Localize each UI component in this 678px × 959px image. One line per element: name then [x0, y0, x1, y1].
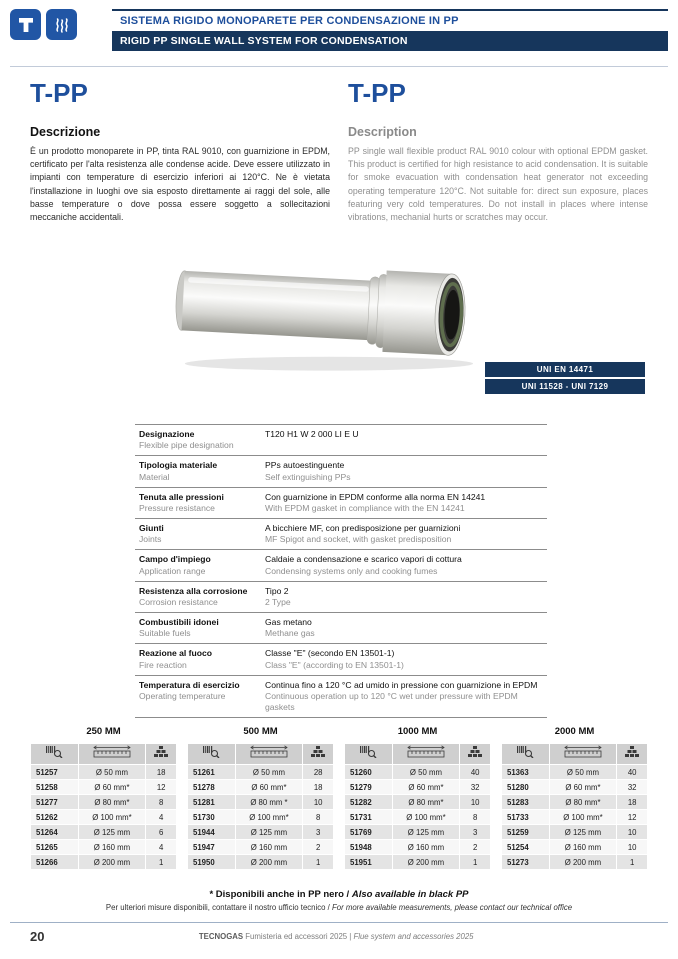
spec-label-en: Material — [139, 471, 170, 482]
spec-value — [265, 523, 547, 545]
size-table-1000mm — [344, 726, 491, 870]
article-pack-qty: 1 — [146, 855, 176, 869]
article-pack-qty: 8 — [303, 810, 333, 824]
page-footer — [10, 922, 668, 944]
article-pack-qty: 8 — [460, 810, 490, 824]
footnote2-en: For more available measurements, please contact our technical office — [331, 903, 573, 912]
tecnogas-logo-icon — [10, 9, 41, 40]
length-ruler-icon — [550, 744, 617, 764]
footer-text-it: Fumisteria ed accessori 2025 — [243, 932, 350, 941]
article-pack-qty: 1 — [303, 855, 333, 869]
size-row — [31, 840, 176, 854]
spec-value-it: A bicchiere MF, con predisposizione per guarnizioni — [265, 523, 461, 534]
brand-logos — [10, 9, 77, 40]
spec-row — [135, 613, 547, 644]
article-code: 51258 — [31, 780, 78, 794]
article-code: 51261 — [188, 765, 235, 779]
spec-value-it: Classe "E" (secondo EN 13501-1) — [265, 648, 395, 659]
size-table-500mm — [187, 726, 334, 870]
size-row — [502, 780, 647, 794]
spec-value — [265, 554, 547, 576]
footnote1-separator: / — [343, 889, 352, 900]
code-search-icon — [345, 744, 392, 764]
article-code: 51260 — [345, 765, 392, 779]
article-diameter: Ø 60 mm* — [393, 780, 460, 794]
length-ruler-icon — [79, 744, 146, 764]
size-row — [345, 795, 490, 809]
spec-label-en: Joints — [139, 534, 162, 545]
article-code: 51280 — [502, 780, 549, 794]
spec-value-en: Methane gas — [265, 628, 315, 639]
spec-label-it: Reazione al fuoco — [139, 648, 213, 659]
badge-uni-11528-7129: UNI 11528 - UNI 7129 — [485, 379, 645, 394]
size-table-title: 500 MM — [243, 726, 278, 737]
spec-label-it: Giunti — [139, 523, 164, 534]
article-pack-qty: 12 — [146, 780, 176, 794]
article-code: 51259 — [502, 825, 549, 839]
spec-label-en: Operating temperature — [139, 690, 226, 701]
size-row — [31, 810, 176, 824]
size-row — [502, 765, 647, 779]
article-diameter: Ø 125 mm — [79, 825, 146, 839]
article-pack-qty: 3 — [460, 825, 490, 839]
size-row — [188, 855, 333, 869]
footnote2-it: Per ulteriori misure disponibili, contattare il nostro ufficio tecnico — [105, 903, 326, 912]
product-name-en: T-PP — [348, 78, 406, 108]
size-row — [345, 780, 490, 794]
size-row — [345, 825, 490, 839]
spec-label — [139, 554, 265, 576]
article-pack-qty: 1 — [460, 855, 490, 869]
header-title-italian: SISTEMA RIGIDO MONOPARETE PER CONDENSAZIONE IN PP — [120, 15, 459, 27]
article-code: 51733 — [502, 810, 549, 824]
spec-value-it: Caldaie a condensazione e scarico vapori di cottura — [265, 554, 462, 565]
spec-label — [139, 523, 265, 545]
size-row — [188, 765, 333, 779]
article-code: 51266 — [31, 855, 78, 869]
article-code: 51262 — [31, 810, 78, 824]
spec-value — [265, 617, 547, 639]
article-code: 51278 — [188, 780, 235, 794]
size-row — [345, 840, 490, 854]
article-code: 51282 — [345, 795, 392, 809]
article-diameter: Ø 100 mm* — [550, 810, 617, 824]
article-diameter: Ø 125 mm — [236, 825, 303, 839]
length-ruler-icon — [393, 744, 460, 764]
footer-text-en: Flue system and accessories 2025 — [351, 932, 474, 941]
article-pack-qty: 10 — [617, 825, 647, 839]
article-code: 51281 — [188, 795, 235, 809]
pack-quantity-icon — [460, 744, 490, 764]
size-row — [345, 855, 490, 869]
article-pack-qty: 1 — [617, 855, 647, 869]
article-pack-qty: 4 — [146, 810, 176, 824]
description-text-en: PP single wall flexible product RAL 9010 colour with optional EPDM gasket. This product is certified for high resistance to acid condensation. It is suitable for smoke evacuation with condensation heat generator not exceeding operating temperature 120°C. Not suitable for: direct sun exposure, places featuring very cold temperatures. Do not install in places where intense vibrations, mechanial hurts or scratches may occur. — [348, 146, 648, 222]
description-text-it: È un prodotto monoparete in PP, tinta RAL 9010, con guarnizione in EPDM, certificato per l'alta resistenza alle condense acide. Deve essere utilizzato in impianti con temperature di esercizio inferiori ai 120°C. Ne è vietata l'installazione in luoghi ove sia esposto direttamente ai raggi del sole, alle basse temperature o dove possa essere soggetto a sollecitazioni meccaniche accidentali. — [30, 146, 330, 222]
spec-table — [135, 424, 547, 718]
code-search-icon — [502, 744, 549, 764]
article-diameter: Ø 60 mm* — [79, 780, 146, 794]
article-pack-qty: 12 — [617, 810, 647, 824]
article-diameter: Ø 80 mm * — [236, 795, 303, 809]
article-code: 51254 — [502, 840, 549, 854]
pack-quantity-icon — [146, 744, 176, 764]
size-row — [188, 810, 333, 824]
article-code: 51273 — [502, 855, 549, 869]
badge-uni-en-14471: UNI EN 14471 — [485, 362, 645, 377]
article-pack-qty: 18 — [146, 765, 176, 779]
spec-label-en: Application range — [139, 565, 206, 576]
article-code: 51947 — [188, 840, 235, 854]
article-diameter: Ø 125 mm — [393, 825, 460, 839]
size-row — [31, 795, 176, 809]
size-table-title: 1000 MM — [397, 726, 438, 737]
spec-label — [139, 617, 265, 639]
size-table-title: 2000 MM — [554, 726, 595, 737]
footer-separator: | — [349, 932, 352, 941]
footnote-technical-office — [0, 903, 678, 912]
spec-value-it: T120 H1 W 2 000 LI E U — [265, 429, 359, 439]
article-pack-qty: 28 — [303, 765, 333, 779]
size-row — [31, 765, 176, 779]
size-row — [188, 825, 333, 839]
size-row — [502, 840, 647, 854]
spec-row — [135, 644, 547, 675]
spec-label-en: Pressure resistance — [139, 502, 215, 513]
size-row — [31, 825, 176, 839]
italian-column — [30, 78, 330, 224]
article-pack-qty: 40 — [617, 765, 647, 779]
spec-label — [139, 460, 265, 482]
article-pack-qty: 32 — [460, 780, 490, 794]
spec-row — [135, 425, 547, 456]
spec-value — [265, 492, 547, 514]
article-code: 51950 — [188, 855, 235, 869]
spec-value-it: Tipo 2 — [265, 585, 289, 596]
spec-value-it: PPs autoestinguente — [265, 460, 345, 471]
size-row — [31, 855, 176, 869]
article-diameter: Ø 50 mm — [236, 765, 303, 779]
size-table-250mm — [30, 726, 177, 870]
article-code: 51769 — [345, 825, 392, 839]
article-pack-qty: 2 — [460, 840, 490, 854]
flue-smoke-icon — [46, 9, 77, 40]
article-diameter: Ø 100 mm* — [393, 810, 460, 824]
spec-label-it: Combustibili idonei — [139, 617, 219, 628]
pack-quantity-icon — [617, 744, 647, 764]
size-row — [188, 840, 333, 854]
page-number: 20 — [30, 929, 45, 944]
footnotes — [0, 889, 678, 912]
article-pack-qty: 4 — [146, 840, 176, 854]
code-search-icon — [31, 744, 78, 764]
article-code: 51264 — [31, 825, 78, 839]
article-pack-qty: 10 — [460, 795, 490, 809]
spec-label — [139, 429, 265, 451]
article-code: 51948 — [345, 840, 392, 854]
spec-value — [265, 680, 547, 714]
size-row — [345, 810, 490, 824]
footer-text — [44, 932, 628, 941]
article-diameter: Ø 50 mm — [550, 765, 617, 779]
header-title-english: RIGID PP SINGLE WALL SYSTEM FOR CONDENSATION — [112, 31, 668, 51]
spec-label-it: Tipologia materiale — [139, 460, 218, 471]
article-diameter: Ø 60 mm* — [236, 780, 303, 794]
article-diameter: Ø 200 mm — [236, 855, 303, 869]
certification-badges — [485, 362, 645, 394]
description-heading-it: Descrizione — [30, 125, 101, 139]
spec-label-en: Suitable fuels — [139, 628, 191, 639]
size-table-title: 250 MM — [86, 726, 121, 737]
spec-label — [139, 586, 265, 608]
article-pack-qty: 40 — [460, 765, 490, 779]
spec-value — [265, 586, 547, 608]
article-diameter: Ø 60 mm* — [550, 780, 617, 794]
article-pack-qty: 8 — [146, 795, 176, 809]
spec-row — [135, 519, 547, 550]
spec-value — [265, 648, 547, 670]
spec-value-en: Continuous operation up to 120 °C wet under pressure with EPDM gaskets — [265, 690, 518, 713]
spec-value-en: Condensing systems only and cooking fumes — [265, 565, 438, 576]
article-pack-qty: 10 — [617, 840, 647, 854]
size-row — [502, 825, 647, 839]
article-pack-qty: 3 — [303, 825, 333, 839]
spec-value-it: Gas metano — [265, 617, 312, 628]
spec-label — [139, 648, 265, 670]
spec-label-en: Flexible pipe designation — [139, 440, 234, 451]
spec-value — [265, 460, 547, 482]
length-ruler-icon — [236, 744, 303, 764]
spec-label-it: Resistenza alla corrosione — [139, 585, 248, 596]
spec-row — [135, 582, 547, 613]
article-diameter: Ø 160 mm — [393, 840, 460, 854]
article-code: 51731 — [345, 810, 392, 824]
article-diameter: Ø 160 mm — [79, 840, 146, 854]
article-code: 51279 — [345, 780, 392, 794]
page-header — [112, 9, 668, 51]
footer-brand: TECNOGAS — [198, 932, 244, 941]
article-diameter: Ø 100 mm* — [79, 810, 146, 824]
size-row — [188, 795, 333, 809]
description-columns — [30, 78, 648, 224]
header-divider — [10, 66, 668, 67]
spec-row — [135, 550, 547, 581]
code-search-icon — [188, 744, 235, 764]
footnote1-it: * Disponibili anche in PP nero — [209, 889, 344, 900]
footnote-black-pp — [0, 889, 678, 900]
article-diameter: Ø 80 mm* — [550, 795, 617, 809]
article-code: 51283 — [502, 795, 549, 809]
spec-label-it: Campo d'impiego — [139, 554, 211, 565]
spec-label-en: Corrosion resistance — [139, 596, 218, 607]
size-row — [345, 765, 490, 779]
spec-value-en: With EPDM gasket in compliance with the EN 14241 — [265, 502, 465, 513]
spec-label-en: Fire reaction — [139, 659, 187, 670]
spec-label — [139, 492, 265, 514]
description-heading-en: Description — [348, 125, 417, 139]
article-code: 51265 — [31, 840, 78, 854]
size-row — [502, 795, 647, 809]
size-table-2000mm — [501, 726, 648, 870]
article-code: 51277 — [31, 795, 78, 809]
article-diameter: Ø 200 mm — [393, 855, 460, 869]
article-diameter: Ø 100 mm* — [236, 810, 303, 824]
spec-value-en: Class "E" (according to EN 13501-1) — [265, 659, 404, 670]
article-diameter: Ø 200 mm — [550, 855, 617, 869]
article-code: 51363 — [502, 765, 549, 779]
article-pack-qty: 2 — [303, 840, 333, 854]
spec-label-it: Designazione — [139, 429, 195, 439]
size-row — [502, 810, 647, 824]
size-row — [502, 855, 647, 869]
spec-value-it: Continua fino a 120 °C ad umido in pressione con guarnizione in EPDM — [265, 679, 538, 690]
spec-value-en: Self extinguishing PPs — [265, 471, 351, 482]
article-diameter: Ø 80 mm* — [393, 795, 460, 809]
article-pack-qty: 6 — [146, 825, 176, 839]
spec-label-it: Tenuta alle pressioni — [139, 491, 224, 502]
spec-value-en: MF Spigot and socket, with gasket predisposition — [265, 534, 452, 545]
pack-quantity-icon — [303, 744, 333, 764]
article-diameter: Ø 80 mm* — [79, 795, 146, 809]
article-pack-qty: 18 — [303, 780, 333, 794]
size-tables — [30, 726, 648, 870]
spec-row — [135, 488, 547, 519]
footnote2-separator: / — [325, 903, 332, 912]
spec-label — [139, 680, 265, 714]
spec-row — [135, 456, 547, 487]
size-row — [31, 780, 176, 794]
article-pack-qty: 18 — [617, 795, 647, 809]
article-code: 51257 — [31, 765, 78, 779]
article-code: 51951 — [345, 855, 392, 869]
article-diameter: Ø 50 mm — [79, 765, 146, 779]
article-code: 51944 — [188, 825, 235, 839]
spec-value — [265, 429, 547, 451]
pipe-product-image — [165, 238, 483, 378]
article-pack-qty: 32 — [617, 780, 647, 794]
article-diameter: Ø 160 mm — [550, 840, 617, 854]
article-diameter: Ø 160 mm — [236, 840, 303, 854]
article-diameter: Ø 200 mm — [79, 855, 146, 869]
spec-label-it: Temperatura di esercizio — [139, 679, 240, 690]
product-name-it: T-PP — [30, 78, 88, 108]
spec-value-en: 2 Type — [265, 596, 291, 607]
english-column — [348, 78, 648, 224]
article-diameter: Ø 125 mm — [550, 825, 617, 839]
article-diameter: Ø 50 mm — [393, 765, 460, 779]
spec-row — [135, 676, 547, 719]
spec-value-it: Con guarnizione in EPDM conforme alla norma EN 14241 — [265, 491, 486, 502]
article-pack-qty: 10 — [303, 795, 333, 809]
article-code: 51730 — [188, 810, 235, 824]
footnote1-en: Also available in black PP — [351, 889, 469, 900]
size-row — [188, 780, 333, 794]
